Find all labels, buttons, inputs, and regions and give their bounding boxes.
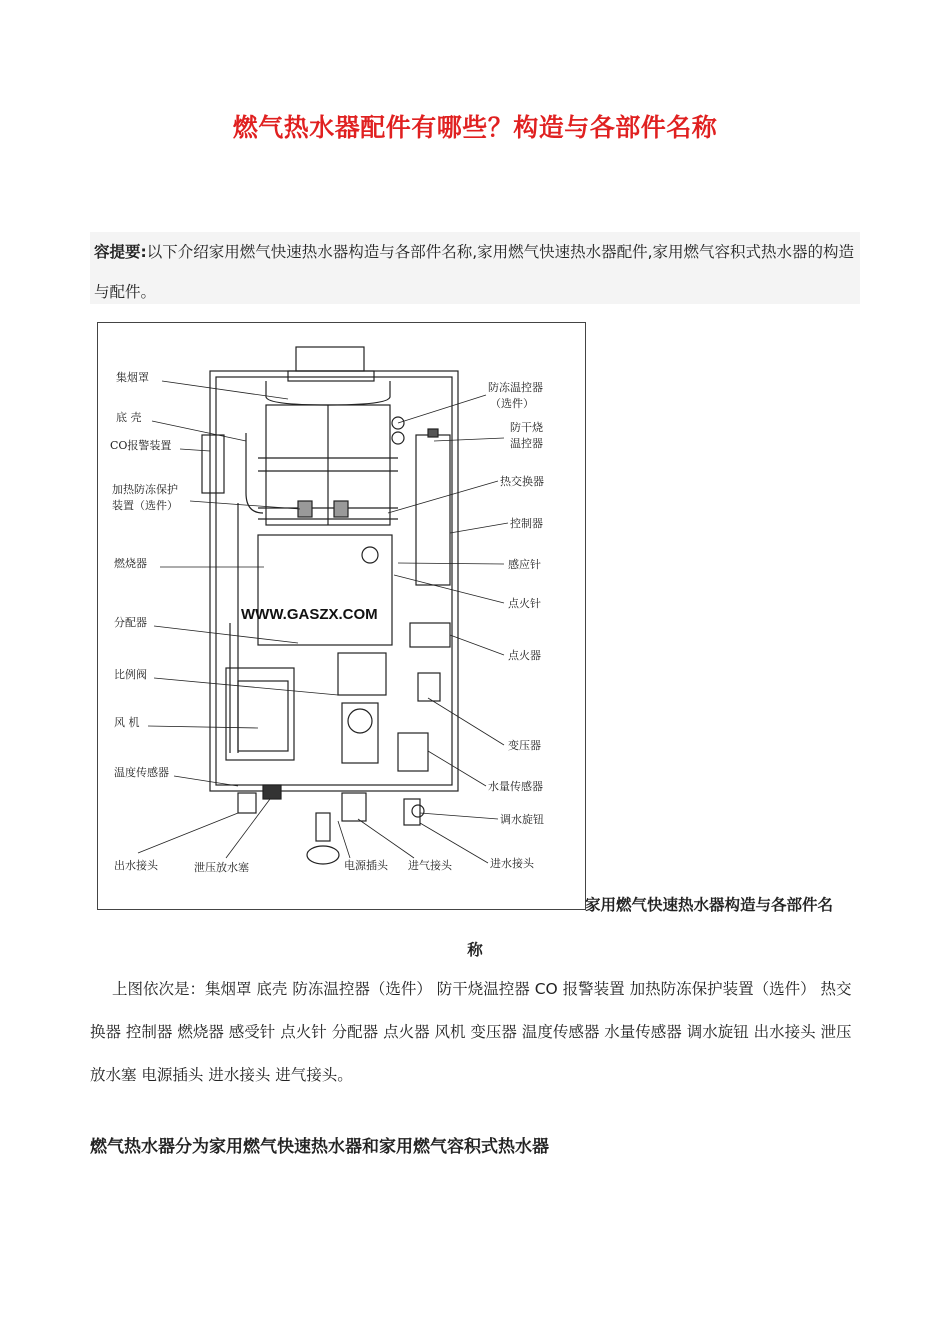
watermark: WWW.GASZX.COM — [241, 606, 378, 623]
label-fan: 风 机 — [114, 716, 140, 729]
power-plug-shape — [307, 846, 339, 864]
label-antifreeze-thermostat: 防冻温控器 — [488, 381, 543, 394]
summary-box — [90, 232, 860, 304]
smoke-hood-shape — [266, 381, 390, 405]
label-ignition-needle: 点火针 — [508, 597, 541, 610]
label-water-inlet: 进水接头 — [490, 857, 534, 870]
controller-shape — [416, 435, 450, 585]
figure-caption-continued: 称 — [467, 941, 483, 959]
label-gas-inlet: 进气接头 — [408, 859, 452, 872]
label-distributor: 分配器 — [114, 616, 147, 629]
label-dry-burn-thermostat: 温控器 — [510, 437, 543, 450]
gas-inlet-shape — [342, 793, 366, 821]
flue-outlet-shape — [296, 347, 364, 371]
label-water-outlet: 出水接头 — [114, 859, 158, 872]
pipe-shape — [246, 433, 263, 513]
label-bottom-shell: 底 壳 — [116, 411, 142, 424]
page-title: 燃气热水器配件有哪些？构造与各部件名称 — [232, 113, 718, 142]
label-antifreeze-heating-optional: 装置（选件） — [112, 499, 178, 512]
label-power-plug: 电源插头 — [344, 859, 388, 872]
burner-shape — [258, 535, 392, 645]
transformer-shape — [418, 673, 440, 701]
label-proportional-valve: 比例阀 — [114, 668, 147, 681]
label-transformer: 变压器 — [508, 739, 541, 752]
label-igniter: 点火器 — [508, 649, 541, 662]
label-water-sensor: 水量传感器 — [488, 780, 543, 793]
parts-list-paragraph: 上图依次是：集烟罩 底壳 防冻温控器（选件） 防干烧温控器 CO 报警装置 加热防冻保护装置（选件） 热交换器 控制器 燃烧器 感受针 点火针 分配器 点火器 风机 变压器 温度传感器 水量传感器 调水旋钮 出水接头 泄压放水塞 电源插头 进水接头 进气接头。 — [90, 980, 852, 1084]
outlet-connector-shape — [238, 793, 256, 813]
label-controller: 控制器 — [510, 517, 543, 530]
label-sensing-needle: 感应针 — [508, 558, 541, 571]
summary-text: 以下介绍家用燃气快速热水器构造与各部件名称,家用燃气快速热水器配件,家用燃气容积式热水器的构造与配件。 — [94, 243, 855, 301]
heater-diagram — [97, 322, 586, 910]
label-drain-plug: 泄压放水塞 — [194, 861, 249, 874]
label-heat-exchanger: 热交换器 — [500, 475, 544, 488]
fan-shape — [226, 668, 294, 760]
figure-caption: 家用燃气快速热水器构造与各部件名 — [585, 896, 834, 914]
label-burner: 燃烧器 — [114, 557, 147, 570]
label-antifreeze-heating: 加热防冻保护 — [112, 483, 178, 496]
label-antifreeze-thermostat-optional: （选件） — [490, 397, 534, 410]
valve-shape — [338, 653, 386, 695]
summary-label: 容提要: — [94, 243, 147, 261]
igniter-shape — [410, 623, 450, 647]
label-dry-burn: 防干烧 — [510, 421, 543, 434]
co-sensor-shape — [202, 435, 224, 493]
water-sensor-shape — [398, 733, 428, 771]
label-smoke-hood: 集烟罩 — [116, 371, 149, 384]
label-temperature-sensor: 温度传感器 — [114, 766, 169, 779]
label-co-alarm: CO报警装置 — [110, 439, 172, 452]
section-heading: 燃气热水器分为家用燃气快速热水器和家用燃气容积式热水器 — [90, 1137, 549, 1157]
label-water-knob: 调水旋钮 — [500, 813, 544, 826]
heater-diagram-svg — [98, 323, 585, 909]
